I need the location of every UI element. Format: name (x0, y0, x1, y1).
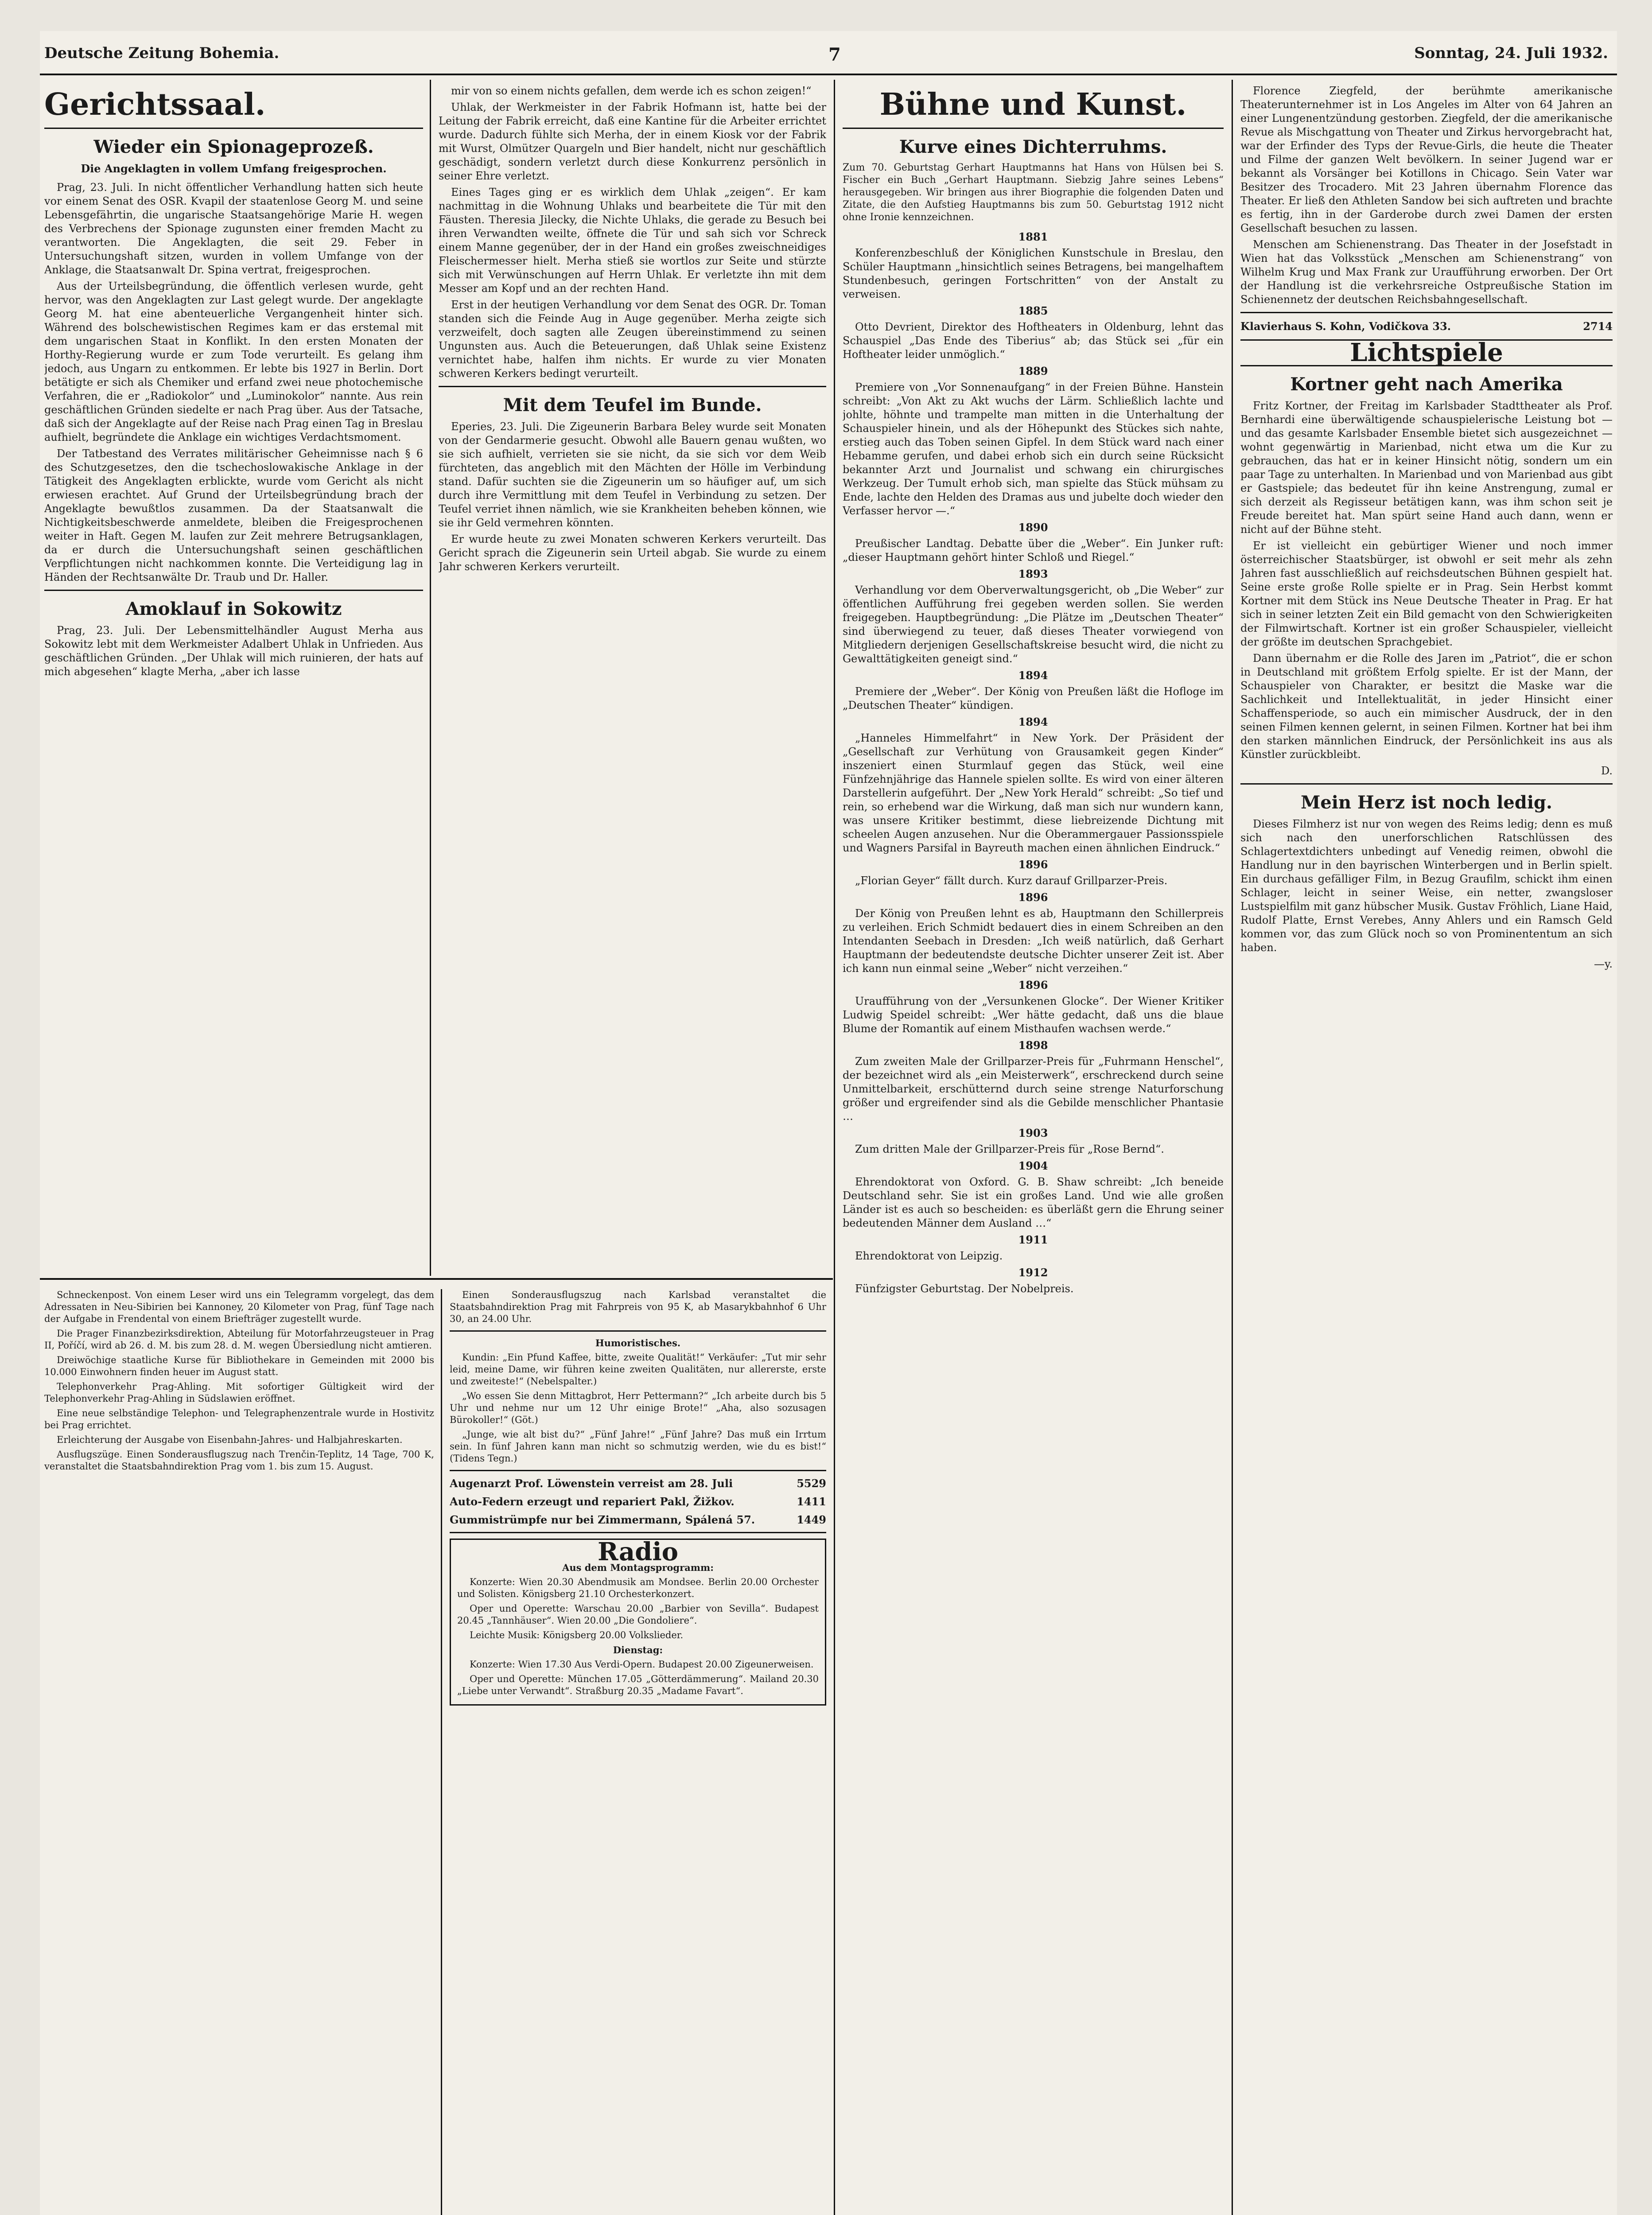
article-paragraph: Dann übernahm er die Rolle des Jaren im „Patriot“, die er schon in Deutschland mit größtem Erfolg spielte. Er ist der Mann, der Schauspieler von Charakter, er besitzt die Maske war die Sachlichkeit und Intellektualität, in jeder Hinsicht einer Schaffensperiode, so auch ein mimischer Ausdruck, der in den seinen Filmen kennen gelernt, in seinen Filmen. Kortner hat bei ihm den starken männlichen Eindruck, der Persönlichkeit ins aus als Künstler zurückbleibt. (1240, 652, 1613, 761)
article-headline: Kurve eines Dichterruhms. (899, 136, 1167, 157)
year-label: 1881 (1018, 230, 1048, 243)
ad-text: Klavierhaus S. Kohn, Vodičkova 33. (1240, 320, 1451, 333)
ad-number: 5529 (797, 1477, 826, 1490)
article-headline: Mein Herz ist noch ledig. (1301, 792, 1552, 813)
year-entry: Preußischer Landtag. Debatte über die „Weber“. Ein Junker ruft: „dieser Hauptmann gehört hinter Schloß und Riegel.“ (843, 537, 1224, 563)
column-gerichtssaal (44, 84, 423, 1276)
article-headline: Wieder ein Spionageprozeß. (93, 136, 374, 157)
year-label: 1894 (1018, 715, 1048, 728)
article-paragraph: Der Tatbestand des Verrates militärischer Geheimnisse nach § 6 des Schutzgesetzes, den die tschechoslowakische Anklage in der Tätigkeit des Angeklagten erblickte, wurde vom Gericht als nicht erwiesen erachtet. Auf Grund der Urteilsbegründung brach der Angeklagte bewußtlos zusammen. Da der Staatsanwalt die Nichtigkeitsbeschwerde anmeldete, bleiben die Freigesprochenen weiter in Haft. Gegen M. laufen zur Zeit mehrere Betrugsanklagen, da er durch die Untersuchungshaft seinen geschäftlichen Verpflichtungen nicht nachkommen konnte. Die Verteidigung lag in Händen der Rechtsanwälte Dr. Traub und Dr. Haller. (44, 447, 423, 583)
ad-text: Augenarzt Prof. Löwenstein verreist am 28. Juli (450, 1477, 733, 1490)
year-label: 1911 (1018, 1233, 1048, 1246)
year-label: 1889 (1018, 365, 1048, 377)
year-entry: Otto Devrient, Direktor des Hoftheaters in Oldenburg, lehnt das Schauspiel „Das Ende des Tiberius“ ab; das Stück sei „für ein Hoftheater leider unmöglich.“ (843, 321, 1224, 361)
article-paragraph: Erst in der heutigen Verhandlung vor dem Senat des OGR. Dr. Toman standen sich die Feinde Aug in Auge gegenüber. Merha zeigte sich verzweifelt, doch sagten alle Zeugen übereinstimmend zu seinen Ungunsten aus. Auch die Beteuerungen, daß Uhlak seine Existenz vernichtet habe, halfen ihm nichts. Er wurde zu vier Monaten schweren Kerkers bedingt verurteilt. (439, 299, 826, 380)
article-paragraph: Prag, 23. Juli. In nicht öffentlicher Verhandlung hatten sich heute vor einem Senat des OSR. Kvapil der staatenlose Georg M. und seine Lebensgefährtin, die ungarische Staatsangehörige Marie H. wegen des Verbrechens der Spionage zugunsten einer fremden Macht zu verantworten. Die Angeklagten, die seit 29. Feber in Untersuchungshaft sitzen, wurden in vollem Umfange von der Anklage, die Staatsanwalt Dr. Spina vertrat, freigesprochen. (44, 181, 423, 276)
section-title: Gerichtssaal. (44, 87, 266, 122)
article-headline: Kortner geht nach Amerika (1290, 374, 1563, 395)
divider (1240, 312, 1613, 313)
column-rule (441, 1289, 442, 2215)
article-paragraph: Eperies, 23. Juli. Die Zigeunerin Barbara Beley wurde seit Monaten von der Gendarmerie gesucht. Obwohl alle Bauern genau wußten, wo sie sich aufhielt, verrieten sie sie nicht, da sie sich vor dem Weib fürchteten, das angeblich mit den Mächten der Hölle im Verbindung stand. Dafür suchten sie die Zigeunerin um so häufiger auf, um sich durch ihre Vermittlung mit dem Teufel in Verbindung zu setzen. Der Teufel verriet ihnen nämlich, wie sie Krankheiten beheben können, wie sie ihr Geld vermehren könnten. (439, 420, 826, 529)
article-paragraph: Eines Tages ging er es wirklich dem Uhlak „zeigen“. Er kam nachmittag in die Wohnung Uhlaks und bearbeitete die Tür mit den Fäusten. Theresia Jilecky, die Nichte Uhlaks, die gerade zu Besuch bei ihren Verwandten weilte, öffnete die Tür und sah sich vor Schreck einem Manne gegenüber, der in der Hand ein großes zweischneidiges Fleischermesser hielt. Merha stieß sie wortlos zur Seite und stürzte sich mit Verwünschungen auf Herrn Uhlak. Er verletzte ihn mit dem Messer am Kopf und an der rechten Hand. (439, 186, 826, 295)
article-paragraph: Prag, 23. Juli. Der Lebensmittelhändler August Merha aus Sokowitz lebt mit dem Werkmeister Adalbert Uhlak in Unfrieden. Aus geschäftlichen Gründen. „Der Uhlak will mich ruinieren, der hats auf mich abgesehen“ klagte Merha, „aber ich lasse (44, 624, 423, 678)
year-label: 1903 (1018, 1127, 1048, 1139)
section-rule (40, 1278, 833, 1280)
section-title: Lichtspiele (1350, 338, 1503, 367)
divider (439, 386, 826, 387)
radio-entry: Konzerte: Wien 20.30 Abendmusik am Mondsee. Berlin 20.00 Orchester und Solisten. Königsberg 21.10 Orchesterkonzert. (457, 1577, 819, 1599)
ad-number: 1449 (797, 1513, 826, 1526)
divider (450, 1330, 826, 1332)
year-label: 1896 (1018, 891, 1048, 904)
year-entry: Uraufführung von der „Versunkenen Glocke“. Der Wiener Kritiker Ludwig Speidel schreibt: „Wer hätte gedacht, daß uns die blaue Blume der Romantik auf einem Misthaufen wachsen werde.“ (843, 995, 1224, 1035)
year-entry: „Hanneles Himmelfahrt“ in New York. Der Präsident der „Gesellschaft zur Verhütung von Grausamkeit gegen Kinder“ inszeniert einen Sturmlauf gegen das Stück, weil eine Fünfzehnjährige das Hannele spielen sollte. Es wird von einer älteren Darstellerin aufgeführt. Der „New York Herald“ schreibt: „So tief und rein, so erhebend war die Wirkung, daß man sich nur wundern kann, was unsere Kritiker bestimmt, diese liebreizende Dichtung mit scheelen Augen anzusehen. Nur die Oberammergauer Passionsspiele und Wagners Parsifal in Bayreuth machen einen ähnlichen Eindruck.“ (843, 732, 1224, 854)
article-signature: D. (1601, 765, 1613, 777)
year-entry: Ehrendoktorat von Leipzig. (855, 1250, 1003, 1262)
year-entry: „Florian Geyer“ fällt durch. Kurz darauf Grillparzer-Preis. (855, 874, 1168, 887)
year-label: 1912 (1018, 1266, 1048, 1279)
radio-box (450, 1539, 826, 1706)
year-entry: Konferenzbeschluß der Königlichen Kunstschule in Breslau, den Schüler Hauptmann „hinsichtlich seines Betragens, bei mangelhaftem Stundenbesuch, geringen Fortschritten“ von der Anstalt zu verweisen. (843, 247, 1224, 300)
radio-entry: Oper und Operette: Warschau 20.00 „Barbier von Sevilla“. Budapest 20.45 „Tannhäuser“. Wien 20.00 „Die Gondoliere“. (457, 1603, 819, 1626)
article-paragraph: Florence Ziegfeld, der berühmte amerikanische Theaterunternehmer ist in Los Angeles im Alter von 64 Jahren an einer Lungenentzündung gestorben. Ziegfeld, der die amerikanische Revue als Mischgattung von Theater und Zirkus hervorgebracht hat, war der Erfinder des Typs der Revue-Girls, die heute die Theater und Filme der ganzen Welt bevölkern. In seiner Jugend war er bekannt als Vorsänger bei Kotillons in Chicago. Sein Vater war Besitzer des Trocadero. Mit 23 Jahren übernahm Florence das Theater. Er ließ den Athleten Sandow bei sich auftreten und brachte es fertig, ihn in der Garderobe durch zwei Damen der ersten Gesellschaft besuchen zu lassen. (1240, 85, 1613, 234)
section-title: Bühne und Kunst. (879, 87, 1187, 122)
article-signature: —y. (1594, 958, 1613, 970)
article-paragraph: Dieses Filmherz ist nur von wegen des Reims ledig; denn es muß sich nach den unerforschlichen Ratschlüssen des Schlagertextdichters unbedingt auf Venedig reimen, obwohl die Handlung nur in den bayrischen Winterbergen und in Berlin spielt. Ein durchaus gefälliger Film, in Bezug Graufilm, schickt ihm einen Schlager, leicht in seiner Weise, ein netter, zwangsloser Lustspielfilm mit ganz hübscher Musik. Gustav Fröhlich, Liane Haid, Rudolf Platte, Ernst Verebes, Anny Ahlers und ein Ramsch Geld kommen vor, das zum Glück noch so von Prominententum an sich haben. (1240, 818, 1613, 954)
notice: Dreiwöchige staatliche Kurse für Bibliothekare in Gemeinden mit 2000 bis 10.000 Einwohnern finden heuer im August statt. (44, 1355, 434, 1377)
radio-entry: Leichte Musik: Königsberg 20.00 Volkslieder. (470, 1630, 684, 1640)
article-paragraph: Uhlak, der Werkmeister in der Fabrik Hofmann ist, hatte bei der Leitung der Fabrik erreicht, daß eine Kantine für die Arbeiter errichtet wurde. Dadurch fühlte sich Merha, der in einem Kiosk vor der Fabrik mit Wurst, Olmützer Quargeln und Bier handelt, nicht nur geschäftlich geschädigt, sondern verletzt durch diese Konkurrenz persönlich in seiner Ehre verletzt. (439, 101, 826, 182)
divider (450, 1532, 826, 1533)
issue-date: Sonntag, 24. Juli 1932. (1414, 44, 1608, 62)
classified-ad (1240, 319, 1613, 333)
divider (450, 1470, 826, 1471)
year-entry: Zum zweiten Male der Grillparzer-Preis für „Fuhrmann Henschel“, der bezeichnet wird als „ein Meisterwerk“, erschreckend durch seine Unmittelbarkeit, erschütternd durch seine strenge Naturforschung größer und ergreifender sind als die Gebilde menschlicher Phantasie … (843, 1055, 1224, 1123)
divider (44, 128, 423, 129)
article-intro: Zum 70. Geburtstag Gerhart Hauptmanns hat Hans von Hülsen bei S. Fischer ein Buch „Gerhart Hauptmann. Siebzig Jahre seines Lebens“ herausgegeben. Wir bringen aus ihrer Biographie die folgenden Daten und Zitate, die den Aufstieg Hauptmanns bis zum 50. Geburtstag 1912 nicht ohne Ironie kennzeichnen. (843, 162, 1224, 223)
column-gerichtssaal-cont (439, 84, 826, 1276)
column-rule (430, 80, 431, 1276)
article-paragraph: Aus der Urteilsbegründung, die öffentlich verlesen wurde, geht hervor, was den Angeklagten zur Last gelegt wurde. Der angeklagte Georg M. hat eine abenteuerliche Vergangenheit hinter sich. Während des bolschewistischen Regimes kam er das erstemal mit dem ungarischen Staat in Konflikt. In den ersten Monaten der Horthy-Regierung wurde er zum Tode verurteilt. Es gelang ihm jedoch, aus Ungarn zu entkommen. Er lebte bis 1927 in Berlin. Dort betätigte er sich als Chemiker und erfand zwei neue photochemische Verfahren, die er „Radiokolor“ und „Luminokolor“ nannte. Aus rein geschäftlichen Gründen siedelte er nach Prag über. Aus der Tatsache, daß sich der Angeklagte auf der Reise nach Prag einen Tag in Breslau aufhielt, begründete die Anklage ein wichtiges Verdachtsmoment. (44, 280, 423, 443)
divider (44, 590, 423, 591)
radio-heading: Aus dem Montagsprogramm: (562, 1562, 714, 1573)
ad-text: Auto-Federn erzeugt und repariert Pakl, Žižkov. (450, 1495, 735, 1508)
article-paragraph: Er ist vielleicht ein gebürtiger Wiener und noch immer österreichischer Staatsbürger, ist obwohl er seit mehr als zehn Jahren fast ausschließlich auf reichsdeutschen Bühnen gespielt hat. Seine erste große Rolle spielte er in Prag. Sein Herbst kommt Kortner mit dem Stück ins Neue Deutsche Theater in Prag. Er hat sich in seiner letzten Zeit ein Bild gemacht von den Schwierigkeiten der Filmwirtschaft. Kortner ist ein großer Schauspieler, vielleicht der größte im deutschen Sprachgebiet. (1240, 540, 1613, 648)
year-entry: Fünfzigster Geburtstag. Der Nobelpreis. (855, 1282, 1074, 1295)
paper-name: Deutsche Zeitung Bohemia. (44, 44, 280, 62)
article-headline: Amoklauf in Sokowitz (125, 598, 342, 619)
newspaper-page (40, 31, 1617, 2215)
radio-title: Radio (598, 1537, 678, 1566)
year-label: 1896 (1018, 979, 1048, 991)
year-entry: Zum dritten Male der Grillparzer-Preis für „Rose Bernd“. (855, 1143, 1164, 1155)
notice: Die Prager Finanzbezirksdirektion, Abteilung für Motorfahrzeugsteuer in Prag II, Poříčí, wird ab 26. d. M. bis zum 28. d. M. wegen Übersiedlung nicht amtieren. (44, 1328, 434, 1351)
classified-ad (450, 1477, 826, 1489)
article-headline: Humoristisches. (595, 1337, 681, 1348)
article-headline: Mit dem Teufel im Bunde. (503, 395, 762, 416)
classified-ad (450, 1514, 826, 1526)
masthead-rule (40, 74, 1617, 75)
notice: Erleichterung der Ausgabe von Eisenbahn-Jahres- und Halbjahreskarten. (57, 1434, 403, 1445)
ad-number: 1411 (797, 1495, 826, 1508)
year-entry: Verhandlung vor dem Oberverwaltungsgericht, ob „Die Weber“ zur öffentlichen Aufführung frei gegeben werden sollen. Sie werden freigegeben. Hauptbegründung: „Die Plätze im „Deutschen Theater“ sind überwiegend zu teuer, daß dieses Theater vorwiegend von Mitgliedern derjenigen Gesellschaftskreise besucht wird, die nicht zu Gewalttätigkeiten geneigt sind.“ (843, 584, 1224, 665)
joke: „Junge, wie alt bist du?“ „Fünf Jahre!“ „Fünf Jahre? Das muß ein Irrtum sein. In fünf Jahren kann man nicht so schmutzig werden, wie du es bist!“ (Tidens Tegn.) (450, 1429, 826, 1464)
classified-ad (450, 1496, 826, 1508)
notice: Ausflugszüge. Einen Sonderausflugszug nach Trenčin-Teplitz, 14 Tage, 700 K, veranstaltet die Staatsbahndirektion Prag vom 1. bis zum 15. August. (44, 1449, 434, 1472)
page-number: 7 (828, 44, 841, 65)
radio-entry: Konzerte: Wien 17.30 Aus Verdi-Opern. Budapest 20.00 Zigeunerweisen. (470, 1659, 814, 1670)
article-paragraph: Fritz Kortner, der Freitag im Karlsbader Stadttheater als Prof. Bernhardi eine überwältigende schauspielerische Leistung bot — und das gesamte Karlsbader Ensemble bietet sich ausgezeichnet — wohnt gegenwärtig in Marienbad, nicht etwa um die Kur zu gebrauchen, das hat er in keiner Hinsicht nötig, sondern um ein paar Tage zu unterhalten. In Marienbad und von Marienbad aus gibt er Gastspiele; das bedeutet für ihn keine Anstrengung, zumal er sich derzeit als Regisseur betätigen kann, was ihm schon seit je Freude bereitet hat. Man spürt seine Hand auch dann, wenn er nicht auf der Bühne steht. (1240, 400, 1613, 536)
column-buehne (843, 84, 1224, 2215)
column-humor-radio (450, 1289, 826, 2215)
year-entry: Premiere von „Vor Sonnenaufgang“ in der Freien Bühne. Hanstein schreibt: „Von Akt zu Akt wuchs der Lärm. Schließlich lachte und johlte, höhnte und trampelte man mitten in die Unterhaltung der Schauspieler hinein, und als der Höhepunkt des Stückes sich nahte, erstieg auch das Toben seinen Gipfel. In dem Stück ward nach einer Hebamme gerufen, und dabei erhob sich ein durch seine Rücksicht bekannter Arzt und Journalist und schwang ein chirurgisches Werkzeug. Der Tumult erhob sich, man spielte das Stück mühsam zu Ende, lachte den Helden des Dramas aus und jubelte doch wieder den Verfasser hervor —.“ (843, 381, 1224, 517)
notice: Eine neue selbständige Telephon- und Telegraphenzentrale wurde in Hostivitz bei Prag errichtet. (44, 1408, 434, 1430)
year-label: 1894 (1018, 669, 1048, 682)
notice: Telephonverkehr Prag-Ahling. Mit sofortiger Gültigkeit wird der Telephonverkehr Prag-Ahling in Südslawien eröffnet. (44, 1381, 434, 1404)
notice: Schneckenpost. Von einem Leser wird uns ein Telegramm vorgelegt, das dem Adressaten in Neu-Sibirien bei Kannoney, 20 Kilometer von Prag, fünf Tage nach der Aufgabe in Frendental von einem Briefträger zugestellt wurde. (44, 1290, 434, 1324)
column-film (1240, 84, 1613, 2215)
radio-heading: Dienstag: (613, 1644, 663, 1655)
article-paragraph: mir von so einem nichts gefallen, dem werde ich es schon zeigen!“ (451, 85, 812, 97)
notice: Einen Sonderausflugszug nach Karlsbad veranstaltet die Staatsbahndirektion Prag mit Fahrpreis von 95 K, ab Masarykbahnhof 6 Uhr 30, an 24.00 Uhr. (450, 1290, 826, 1324)
article-subheadline: Die Angeklagten in vollem Umfang freigesprochen. (81, 162, 387, 175)
year-label: 1896 (1018, 858, 1048, 871)
year-entry: Premiere der „Weber“. Der König von Preußen läßt die Hofloge im „Deutschen Theater“ kündigen. (843, 685, 1224, 711)
divider (843, 128, 1224, 129)
year-label: 1898 (1018, 1039, 1048, 1052)
divider (1240, 783, 1613, 785)
radio-entry: Oper und Operette: München 17.05 „Götterdämmerung“. Mailand 20.30 „Liebe unter Verwandt“. Straßburg 20.35 „Madame Favart“. (457, 1674, 819, 1696)
column-rule (834, 80, 835, 2215)
joke: Kundin: „Ein Pfund Kaffee, bitte, zweite Qualität!“ Verkäufer: „Tut mir sehr leid, meine Dame, wir führen keine zweiten Qualitäten, nur allererste, erste und zweiteste!“ (Nebelspalter.) (450, 1352, 826, 1387)
column-rule (1232, 80, 1233, 2215)
year-label: 1904 (1018, 1159, 1048, 1172)
masthead (40, 40, 1617, 71)
column-notices (44, 1289, 434, 2215)
ad-number: 2714 (1583, 320, 1613, 333)
year-label: 1885 (1018, 304, 1048, 317)
year-entry: Ehrendoktorat von Oxford. G. B. Shaw schreibt: „Ich beneide Deutschland sehr. Sie ist ein großes Land. Und wie alle großen Länder ist es auch so bescheiden: es überläßt gern die Ehrung seiner bedeutenden Männer dem Ausland …“ (843, 1176, 1224, 1229)
article-paragraph: Menschen am Schienenstrang. Das Theater in der Josefstadt in Wien hat das Volksstück „Menschen am Schienenstrang“ von Wilhelm Krug und Max Frank zur Uraufführung erworben. Der Ort der Handlung ist die verkehrsreiche Ostpreußische Station im Schienennetz der deutschen Reichsbahngesellschaft. (1240, 238, 1613, 306)
year-label: 1893 (1018, 567, 1048, 580)
year-entry: Der König von Preußen lehnt es ab, Hauptmann den Schillerpreis zu verleihen. Erich Schmidt bedauert dies in einem Schreiben an den Intendanten Seebach in Dresden: „Ich weiß natürlich, daß Gerhart Hauptmann der bedeutendste deutsche Dichter unserer Zeit ist. Aber ich kann nun einmal seine „Weber“ nicht verzeihen.“ (843, 907, 1224, 975)
joke: „Wo essen Sie denn Mittagbrot, Herr Pettermann?“ „Ich arbeite durch bis 5 Uhr und nehme nur um 12 Uhr einige Brote!“ „Aha, also sozusagen Bürokoller!“ (Göt.) (450, 1391, 826, 1425)
year-label: 1890 (1018, 521, 1048, 534)
ad-text: Gummistrümpfe nur bei Zimmermann, Spálená 57. (450, 1513, 755, 1526)
article-paragraph: Er wurde heute zu zwei Monaten schweren Kerkers verurteilt. Das Gericht sprach die Zigeunerin sein Urteil abgab. Sie wurde zu einem Jahr schweren Kerkers verurteilt. (439, 533, 826, 573)
